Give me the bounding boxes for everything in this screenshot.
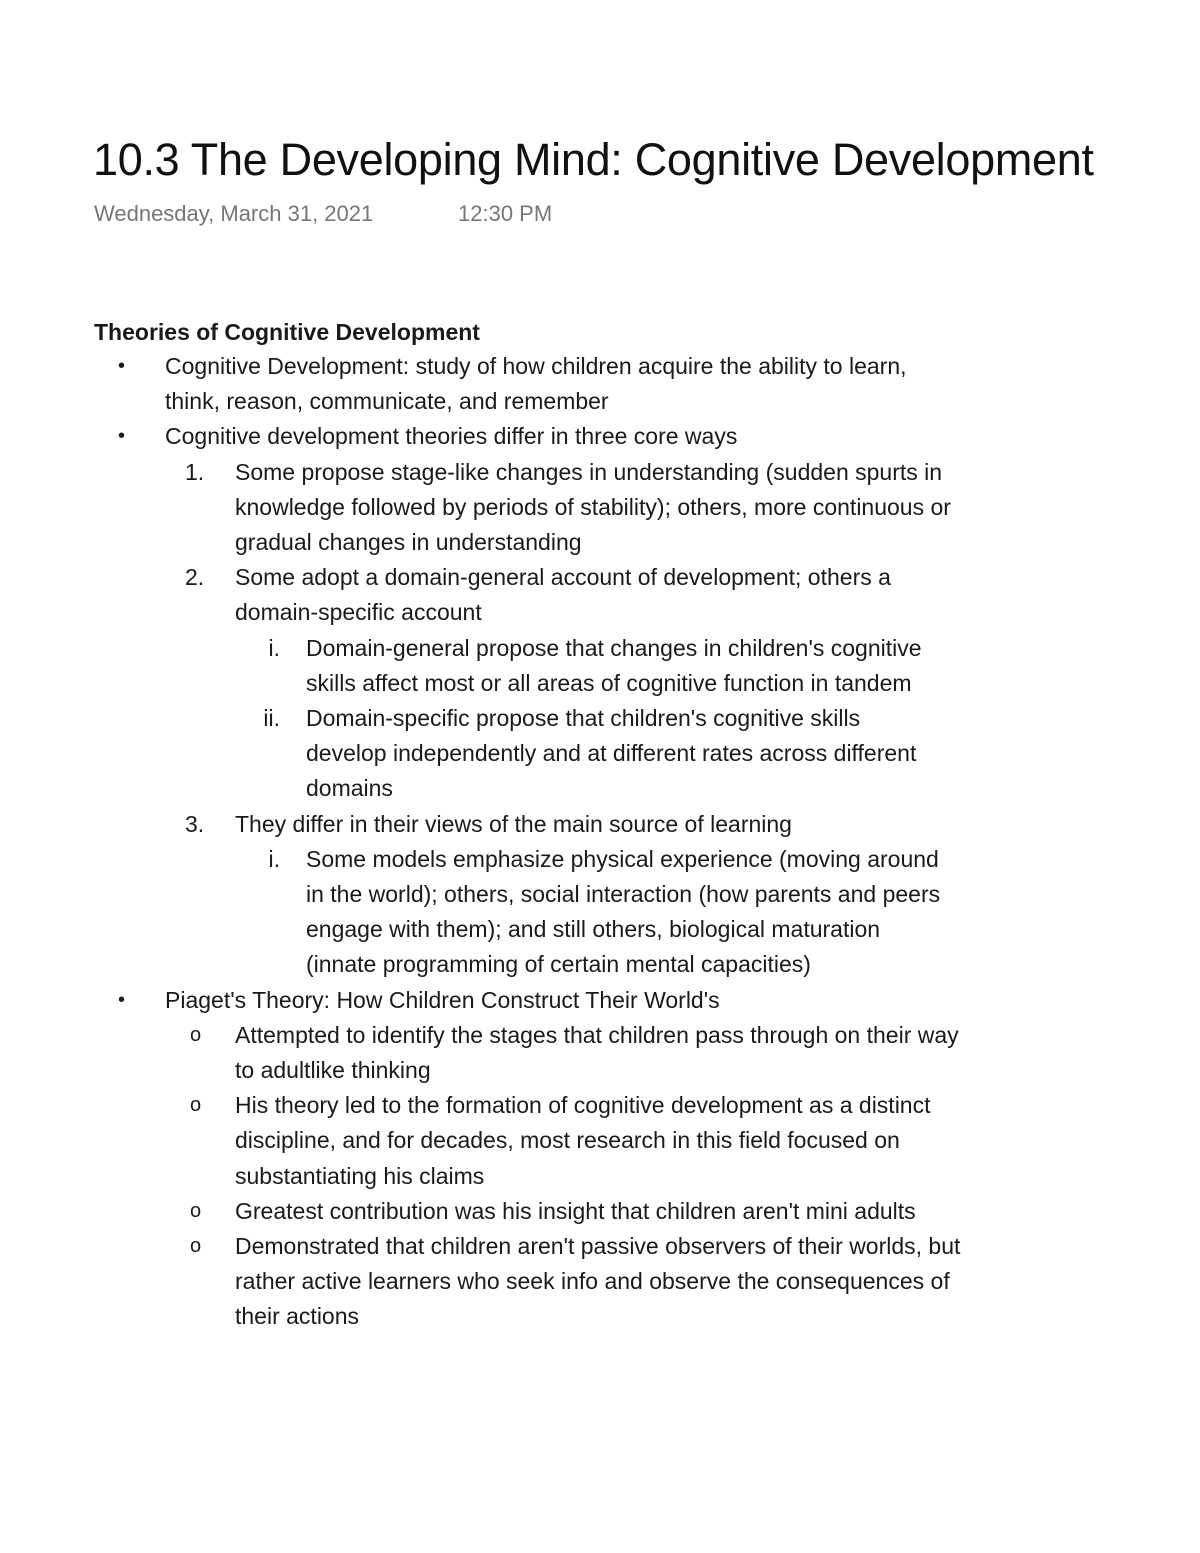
list-item-text: His theory led to the formation of cognitive development as a distinct discipline, and for decades, most research in this field focused on substantiating his claims	[235, 1092, 931, 1189]
list-item-text: Domain-specific propose that children's cognitive skills develop independently and at different rates across different domains	[306, 705, 917, 802]
list-item	[0, 983, 1200, 1018]
circle-bullet-marker: o	[190, 1199, 202, 1222]
list-item	[0, 807, 1200, 842]
note-date: Wednesday, March 31, 2021	[94, 201, 374, 226]
list-item-text: Cognitive Development: study of how children acquire the ability to learn, think, reason, communicate, and remember	[165, 353, 907, 415]
list-item	[0, 419, 1200, 454]
list-item	[0, 1088, 1200, 1194]
circle-bullet-marker: o	[190, 1235, 202, 1258]
list-item	[0, 560, 1200, 630]
roman-marker: i.	[268, 634, 280, 661]
list-item	[0, 842, 1200, 983]
list-item-text: Domain-general propose that changes in children's cognitive skills affect most or all areas of cognitive function in tandem	[306, 634, 922, 696]
bullet-marker: •	[118, 355, 126, 377]
list-item	[0, 1229, 1200, 1335]
note-body	[0, 349, 1200, 1335]
roman-marker: i.	[268, 845, 280, 872]
list-item	[0, 631, 1200, 701]
list-item-text: Greatest contribution was his insight that children aren't mini adults	[235, 1197, 916, 1224]
list-item-text: Some propose stage-like changes in understanding (sudden spurts in knowledge followed by periods of stability); others, more continuous or gradual changes in understanding	[235, 458, 951, 556]
section-heading: Theories of Cognitive Development	[94, 319, 480, 345]
list-item	[0, 1194, 1200, 1229]
list-item	[0, 1018, 1200, 1088]
list-item-text: Some models emphasize physical experience (moving around in the world); others, social interaction (how parents and peers engage with them); and still others, biological maturation (innate programming of certain mental capacities)	[306, 845, 941, 978]
list-item-text: Demonstrated that children aren't passive observers of their worlds, but rather active learners who seek info and observe the consequences of their actions	[235, 1233, 961, 1330]
list-item	[0, 349, 1200, 419]
list-item-text: Cognitive development theories differ in three core ways	[165, 423, 738, 450]
list-item	[0, 455, 1200, 561]
list-item-text: Some adopt a domain-general account of development; others a domain-specific account	[235, 564, 891, 626]
bullet-marker: •	[118, 425, 126, 448]
list-item-text: Piaget's Theory: How Children Construct Their World's	[165, 986, 720, 1013]
number-marker: 3.	[185, 810, 205, 837]
list-item-text: They differ in their views of the main source of learning	[235, 810, 792, 837]
list-item	[0, 701, 1200, 807]
circle-bullet-marker: o	[190, 1023, 202, 1046]
list-item-text: Attempted to identify the stages that children pass through on their way to adultlike thinking	[235, 1021, 959, 1084]
bullet-marker: •	[118, 988, 126, 1011]
number-marker: 2.	[185, 564, 205, 591]
roman-marker: ii.	[263, 705, 280, 732]
number-marker: 1.	[185, 458, 205, 485]
circle-bullet-marker: o	[190, 1094, 202, 1117]
note-time: 12:30 PM	[458, 201, 553, 226]
page-title: 10.3 The Developing Mind: Cognitive Development	[93, 134, 1094, 185]
